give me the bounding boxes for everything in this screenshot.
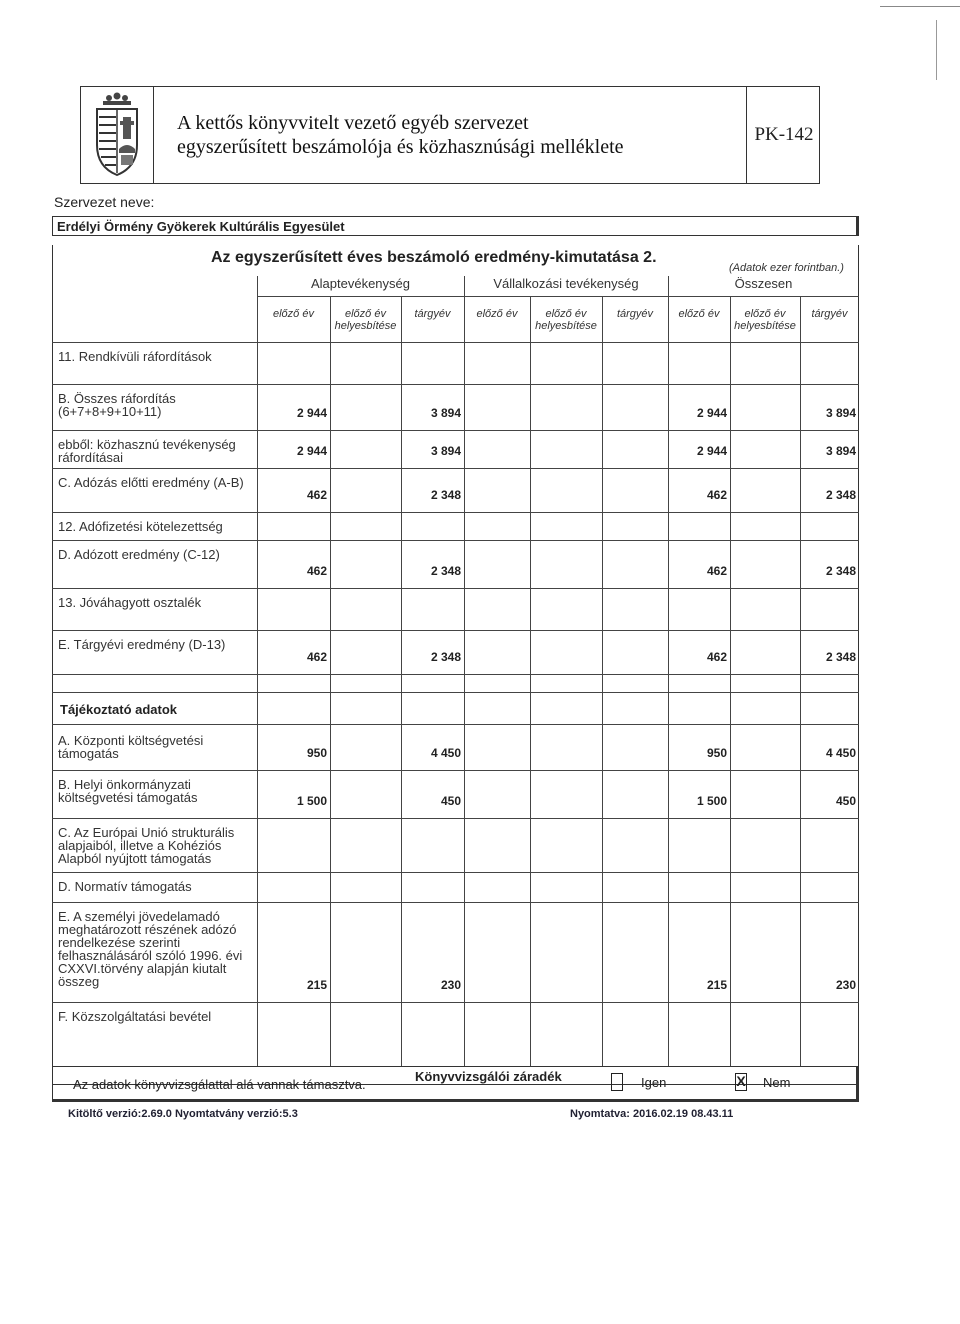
cell-ossz-elozo: 215 bbox=[706, 978, 727, 992]
row-label: D. Adózott eredmény (C-12) bbox=[58, 547, 220, 562]
row-divider bbox=[52, 512, 859, 513]
cell-ossz-elozo: 950 bbox=[706, 746, 727, 760]
sub-column-6: tárgyév bbox=[616, 308, 654, 320]
cell-alap-elozo: 462 bbox=[306, 650, 327, 664]
audit-title: Könyvvizsgálói záradék bbox=[415, 1069, 562, 1084]
cell-alap-elozo: 462 bbox=[306, 564, 327, 578]
version-info: Kitöltő verzió:2.69.0 Nyomtatvány verzió:5.3 bbox=[68, 1108, 298, 1120]
audit-statement: Az adatok könyvvizsgálattal alá vannak támasztva. bbox=[73, 1077, 366, 1092]
row-label: E. Tárgyévi eredmény (D-13) bbox=[58, 637, 226, 652]
sub-column-2: előző év helyesbítése bbox=[334, 308, 397, 332]
row-label: ebből: közhasznú tevékenység ráfordításai bbox=[58, 437, 236, 465]
row-divider bbox=[52, 724, 859, 725]
cell-ossz-elozo: 1 500 bbox=[696, 794, 727, 808]
row-divider bbox=[52, 1002, 859, 1003]
yes-checkbox[interactable] bbox=[611, 1073, 623, 1091]
row-label: B. Helyi önkormányzati költségvetési támogatás bbox=[58, 777, 198, 805]
sub-column-7: előző év bbox=[678, 308, 720, 320]
cell-alap-targy: 3 894 bbox=[430, 406, 461, 420]
yes-label: Igen bbox=[641, 1075, 667, 1090]
form-code: PK-142 bbox=[754, 124, 814, 145]
row-divider bbox=[52, 468, 859, 469]
group-vallalkozasi: Vállalkozási tevékenység bbox=[493, 276, 639, 291]
row-divider bbox=[52, 674, 859, 675]
top-rule bbox=[880, 6, 960, 7]
cell-alap-targy: 4 450 bbox=[430, 746, 461, 760]
row-divider bbox=[52, 430, 859, 431]
cell-ossz-elozo: 2 944 bbox=[696, 406, 727, 420]
info-section-title: Tájékoztató adatok bbox=[60, 702, 178, 717]
sub-column-8: előző év helyesbítése bbox=[734, 308, 796, 332]
cell-ossz-elozo: 462 bbox=[706, 564, 727, 578]
group-alaptevekenyseg: Alaptevékenység bbox=[310, 276, 410, 291]
cell-alap-elozo: 2 944 bbox=[296, 444, 327, 458]
cell-alap-targy: 2 348 bbox=[430, 650, 461, 664]
sub-column-9: tárgyév bbox=[811, 308, 848, 320]
title-line-2: egyszerűsített beszámolója és közhasznúsági melléklete bbox=[177, 136, 624, 158]
cell-ossz-elozo: 462 bbox=[706, 488, 727, 502]
cell-ossz-targy: 450 bbox=[835, 794, 856, 808]
cell-ossz-targy: 3 894 bbox=[825, 406, 856, 420]
row-label: 12. Adófizetési kötelezettség bbox=[58, 519, 223, 534]
group-osszesen: Összesen bbox=[734, 276, 793, 291]
cell-alap-targy: 3 894 bbox=[430, 444, 461, 458]
print-timestamp: Nyomtatva: 2016.02.19 08.43.11 bbox=[570, 1108, 734, 1120]
cell-alap-elozo: 462 bbox=[306, 488, 327, 502]
sub-column-1: előző év bbox=[273, 308, 314, 320]
cell-alap-targy: 230 bbox=[440, 978, 461, 992]
sub-column-5: előző év helyesbítése bbox=[535, 308, 597, 332]
row-divider bbox=[52, 540, 859, 541]
organization-label: Szervezet neve: bbox=[54, 194, 155, 210]
row-label: F. Közszolgáltatási bevétel bbox=[58, 1009, 212, 1024]
cell-alap-elozo: 215 bbox=[306, 978, 327, 992]
row-divider bbox=[52, 384, 859, 385]
row-label: A. Központi költségvetési támogatás bbox=[58, 733, 204, 761]
row-divider bbox=[52, 818, 859, 819]
row-divider bbox=[52, 872, 859, 873]
right-rule bbox=[936, 20, 937, 80]
row-label: B. Összes ráfordítás (6+7+8+9+10+11) bbox=[58, 391, 176, 419]
coat-of-arms-logo bbox=[81, 87, 154, 183]
form-header bbox=[80, 86, 820, 184]
cell-ossz-targy: 4 450 bbox=[825, 746, 856, 760]
cell-ossz-targy: 3 894 bbox=[825, 444, 856, 458]
report-title: Az egyszerűsített éves beszámoló eredmény-kimutatása 2. bbox=[211, 249, 657, 266]
organization-name: Erdélyi Örmény Gyökerek Kultúrális Egyesület bbox=[52, 216, 859, 236]
sub-column-3: tárgyév bbox=[414, 308, 451, 320]
cell-ossz-targy: 2 348 bbox=[825, 650, 856, 664]
form-title bbox=[155, 87, 747, 183]
cell-alap-elozo: 2 944 bbox=[296, 406, 327, 420]
cell-alap-targy: 2 348 bbox=[430, 564, 461, 578]
row-label: 11. Rendkívüli ráfordítások bbox=[58, 349, 212, 364]
cell-alap-targy: 450 bbox=[440, 794, 461, 808]
cell-alap-targy: 2 348 bbox=[430, 488, 461, 502]
row-divider bbox=[52, 588, 859, 589]
cell-ossz-elozo: 2 944 bbox=[696, 444, 727, 458]
sub-column-4: előző év bbox=[476, 308, 518, 320]
cell-ossz-targy: 230 bbox=[835, 978, 856, 992]
title-line-1: A kettős könyvvitelt vezető egyéb szervezet bbox=[177, 112, 529, 134]
row-label: C. Az Európai Unió strukturális alapjaiból, illetve a Kohéziós Alapból nyújtott támogatás bbox=[58, 825, 235, 866]
unit-note: (Adatok ezer forintban.) bbox=[729, 262, 844, 274]
no-label: Nem bbox=[763, 1075, 791, 1090]
row-divider bbox=[52, 902, 859, 903]
row-divider bbox=[52, 630, 859, 631]
cell-ossz-targy: 2 348 bbox=[825, 564, 856, 578]
row-label: D. Normatív támogatás bbox=[58, 879, 192, 894]
no-checkbox[interactable]: X bbox=[736, 1073, 746, 1089]
cell-alap-elozo: 950 bbox=[306, 746, 327, 760]
audit-box bbox=[52, 1066, 859, 1102]
row-label: E. A személyi jövedelamadó meghatározott részének adózó rendelkezése szerinti felhasználásáról szóló 1996. évi CXXVI.törvény alapján kiutalt összeg bbox=[58, 909, 243, 989]
row-label: C. Adózás előtti eredmény (A-B) bbox=[58, 475, 244, 490]
cell-alap-elozo: 1 500 bbox=[296, 794, 327, 808]
row-label: 13. Jóváhagyott osztalék bbox=[58, 595, 202, 610]
cell-ossz-targy: 2 348 bbox=[825, 488, 856, 502]
row-divider bbox=[52, 770, 859, 771]
cell-ossz-elozo: 462 bbox=[706, 650, 727, 664]
row-divider bbox=[52, 692, 859, 693]
